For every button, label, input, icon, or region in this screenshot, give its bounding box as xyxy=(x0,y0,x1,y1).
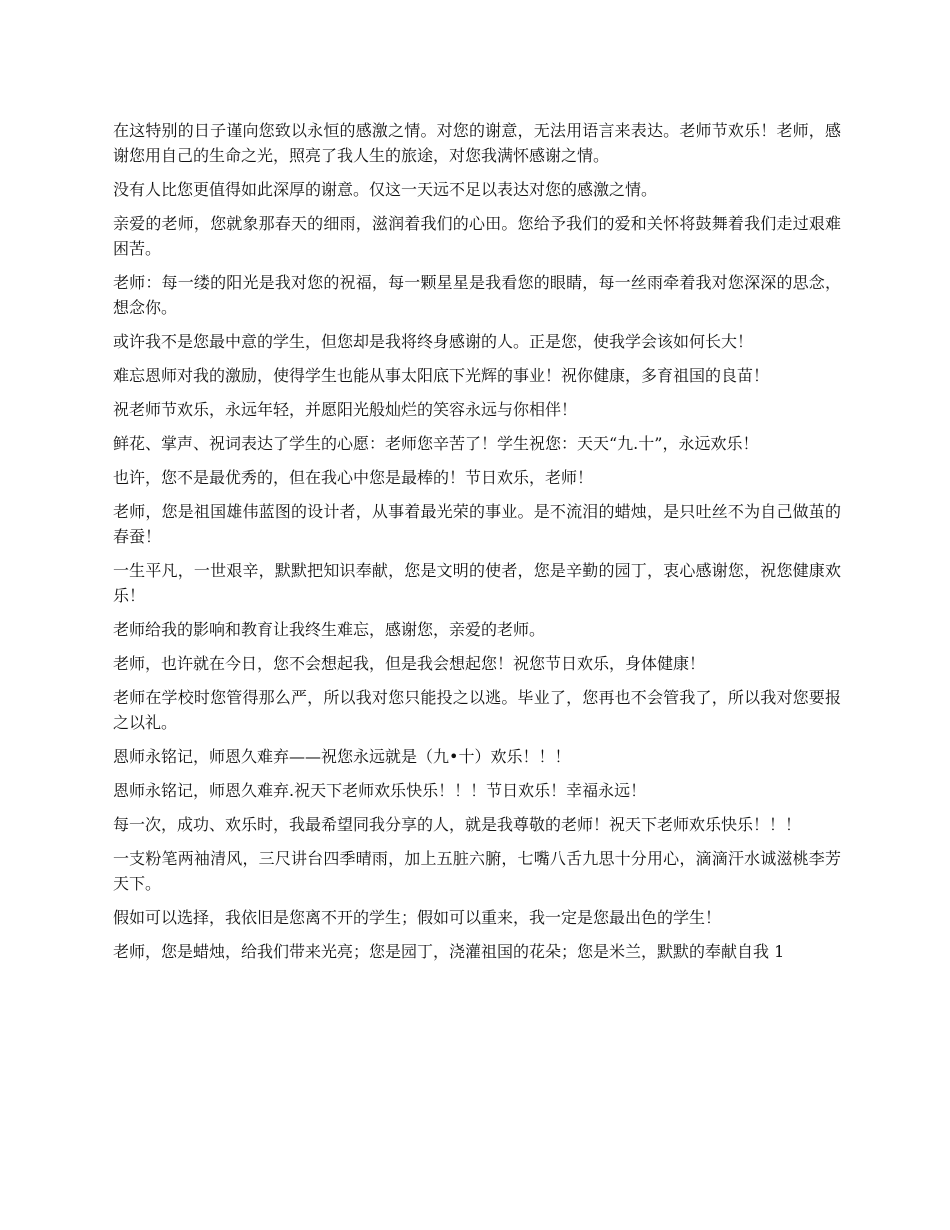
paragraph: 鲜花、掌声、祝词表达了学生的心愿：老师您辛苦了！学生祝您：天天“九.十”，永远欢乐！ xyxy=(113,434,759,453)
paragraph: 亲爱的老师，您就象那春天的细雨，滋润着我们的心田。您给予我们的爱和关怀将鼓舞着我们走过艰难困苦。 xyxy=(113,214,841,258)
paragraph: 恩师永铭记，师恩久难弃——祝您永远就是（九•十）欢乐！！！ xyxy=(113,747,571,766)
paragraph: 难忘恩师对我的激励，使得学生也能从事太阳底下光辉的事业！祝你健康，多育祖国的良苗！ xyxy=(113,366,770,385)
paragraph: 老师，您是祖国雄伟蓝图的设计者，从事着最光荣的事业。是不流泪的蜡烛，是只吐丝不为自己做茧的春蚕！ xyxy=(113,502,841,546)
paragraph: 恩师永铭记，师恩久难弃.祝天下老师欢乐快乐！！！节日欢乐！幸福永远！ xyxy=(113,781,647,800)
paragraph: 老师，您是蜡烛，给我们带来光亮；您是园丁，浇灌祖国的花朵；您是米兰，默默的奉献自我 1 xyxy=(113,942,785,961)
paragraph: 一生平凡，一世艰辛，默默把知识奉献，您是文明的使者，您是辛勤的园丁，衷心感谢您，祝您健康欢乐！ xyxy=(113,561,841,605)
paragraph: 或许我不是您最中意的学生，但您却是我将终身感谢的人。正是您，使我学会该如何长大！ xyxy=(113,332,754,351)
paragraph: 在这特别的日子谨向您致以永恒的感激之情。对您的谢意，无法用语言来表达。老师节欢乐！老师，感谢您用自己的生命之光，照亮了我人生的旅途，对您我满怀感谢之情。 xyxy=(113,121,841,165)
paragraph: 老师给我的影响和教育让我终生难忘，感谢您，亲爱的老师。 xyxy=(113,620,546,639)
paragraph: 一支粉笔两袖清风，三尺讲台四季晴雨，加上五脏六腑，七嘴八舌九思十分用心，滴滴汗水诚滋桃李芳天下。 xyxy=(113,849,841,893)
paragraph: 老师：每一缕的阳光是我对您的祝福，每一颗星星是我看您的眼睛，每一丝雨牵着我对您深深的思念，想念你。 xyxy=(113,273,841,317)
paragraph: 假如可以选择，我依旧是您离不开的学生；假如可以重来，我一定是您最出色的学生！ xyxy=(113,908,722,927)
paragraph: 也许，您不是最优秀的，但在我心中您是最棒的！节日欢乐，老师！ xyxy=(113,468,594,487)
paragraph: 老师在学校时您管得那么严，所以我对您只能投之以逃。毕业了，您再也不会管我了，所以我对您要报之以礼。 xyxy=(113,688,841,732)
paragraph: 每一次，成功、欢乐时，我最希望同我分享的人，就是我尊敬的老师！祝天下老师欢乐快乐！！！ xyxy=(113,815,802,834)
paragraph: 祝老师节欢乐，永远年轻，并愿阳光般灿烂的笑容永远与你相伴！ xyxy=(113,400,578,419)
document-body xyxy=(113,118,841,973)
paragraph: 没有人比您更值得如此深厚的谢意。仅这一天远不足以表达对您的感激之情。 xyxy=(113,180,658,199)
paragraph: 老师，也许就在今日，您不会想起我，但是我会想起您！祝您节日欢乐，身体健康！ xyxy=(113,654,706,673)
